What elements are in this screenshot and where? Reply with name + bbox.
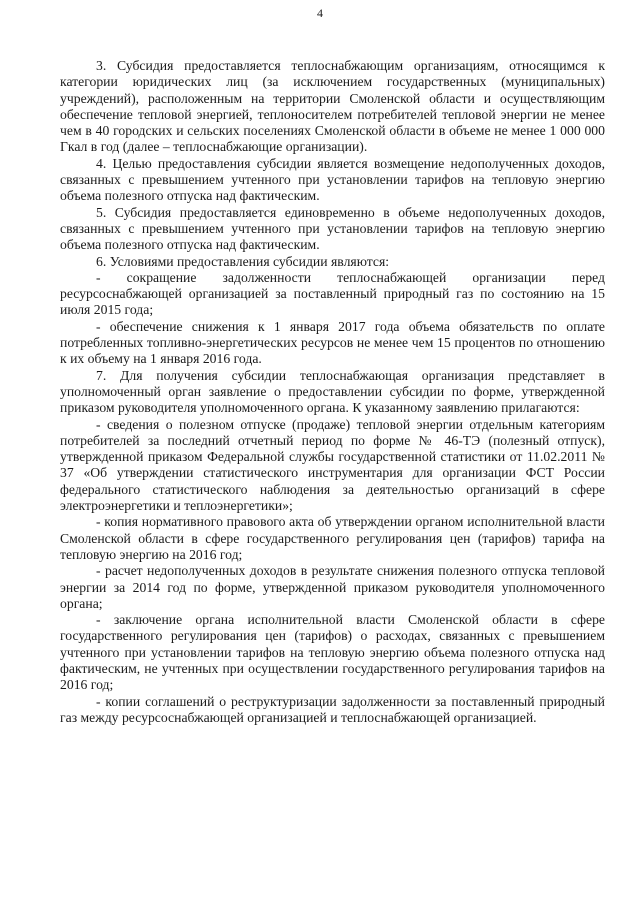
attachment-restructuring-agreements: - копии соглашений о реструктуризации задолженности за поставленный природный газ между ресурсоснабжающей организацией и теплоснабжающей организацией.	[60, 693, 605, 725]
condition-obligations-decrease: - обеспечение снижения к 1 января 2017 года объема обязательств по оплате потребленных топливно-энергетических ресурсов не менее чем 15 процентов по отношению к их объему на 1 января 2016 года.	[60, 318, 605, 367]
attachment-heat-supply-info: - сведения о полезном отпуске (продаже) тепловой энергии отдельным категориям потребителей за последний отчетный период по форме № 46-ТЭ (полезный отпуск), утвержденной приказом Федеральной службы государственной статистики от 11.02.2011 № 37 «Об утверждении статистического инструментария для организации ФСТ России федерального статистического наблюдения за деятельностью организаций в сфере электроэнергетики и теплоэнергетики»;	[60, 416, 605, 514]
attachment-lost-income-calculation: - расчет недополученных доходов в результате снижения полезного отпуска тепловой энергии за 2014 год по форме, утвержденной приказом руководителя уполномоченного органа;	[60, 563, 605, 611]
paragraph-5-subsidy-volume: 5. Субсидия предоставляется единовременно в объеме недополученных доходов, связанных с превышением учтенного при установлении тарифов на тепловую энергию объема полезного отпуска над фактическим.	[60, 204, 605, 253]
page-number: 4	[317, 6, 323, 20]
attachment-regulator-conclusion: - заключение органа исполнительной власти Смоленской области в сфере государственного регулирования цен (тарифов) о расходах, связанных с превышением учтенного при установлении тарифов на тепловую энергию объема полезного отпуска над фактическим, не учтенных при осуществлении государственного регулирования тарифов на 2016 год;	[60, 612, 605, 693]
condition-debt-reduction: - сокращение задолженности теплоснабжающей организации перед ресурсоснабжающей организацией за поставленный природный газ по состоянию на 15 июля 2015 года;	[60, 269, 605, 318]
document-body	[60, 58, 605, 726]
paragraph-6-conditions-heading: 6. Условиями предоставления субсидии являются:	[96, 253, 390, 269]
paragraph-3-eligible-organizations: 3. Субсидия предоставляется теплоснабжающим организациям, относящимся к категории юридических лиц (за исключением государственных (муниципальных) учреждений), расположенным на территории Смоленской области и осуществляющим обеспечение тепловой энергией, теплоносителем потребителей тепловой энергии не менее чем в 40 городских и сельских поселениях Смоленской области в объеме не менее 1 000 000 Гкал в год (далее – теплоснабжающие организации).	[60, 58, 605, 155]
attachment-tariff-act-copy: - копия нормативного правового акта об утверждении органом исполнительной власти Смоленской области в сфере государственного регулирования цен (тарифов) тарифа на тепловую энергию на 2016 год;	[60, 514, 605, 562]
paragraph-7-application: 7. Для получения субсидии теплоснабжающая организация представляет в уполномоченный орган заявление о предоставлении субсидии по форме, утвержденной приказом руководителя уполномоченного органа. К указанному заявлению прилагаются:	[60, 367, 605, 416]
paragraph-4-subsidy-purpose: 4. Целью предоставления субсидии является возмещение недополученных доходов, связанных с превышением учтенного при установлении тарифов на тепловую энергию объема полезного отпуска над фактическим.	[60, 155, 605, 204]
